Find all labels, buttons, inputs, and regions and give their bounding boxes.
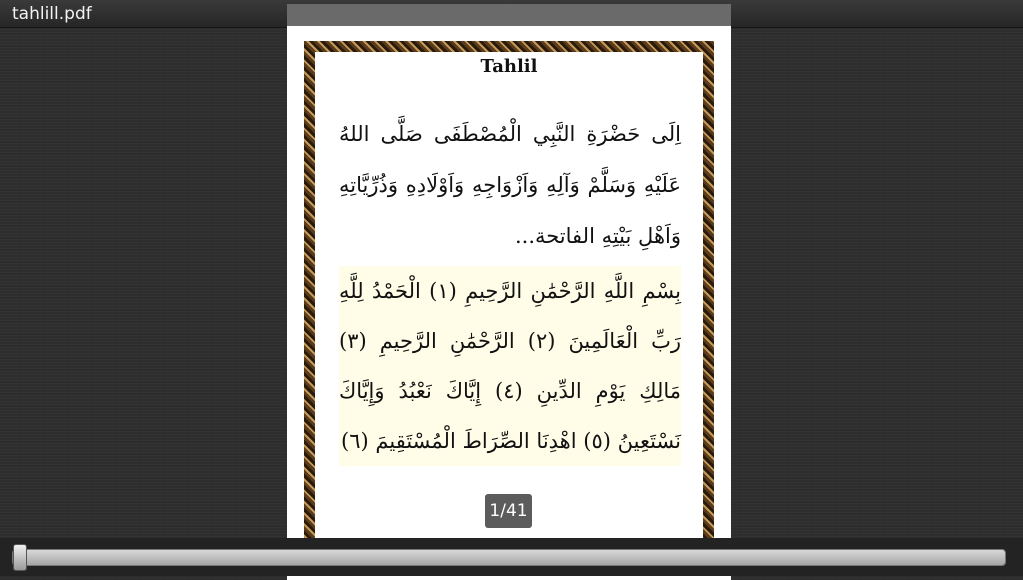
document-viewer[interactable] [287,4,731,576]
file-title: tahlill.pdf [12,4,92,24]
page-title: Tahlil [480,56,538,77]
page-scroll-thumb[interactable] [13,544,27,571]
intro-paragraph: اِلَى حَضْرَةِ النَّبِي الْمُصْطَفَى صَلَّى اللهُ عَلَيْهِ وَسَلَّمْ وَآلِهِ وَاَزْوَاجِهِ وَاَوْلَادِهِ وَذُرِّيَّاتِهِ وَاَهْلِ بَيْتِهِ الفاتحة... [339,122,681,248]
page-scroll-track[interactable] [12,549,1006,566]
page-indicator: 1/41 [485,494,532,528]
fatiha-paragraph: بِسْمِ اللَّهِ الرَّحْمَٰنِ الرَّحِيمِ (١) الْحَمْدُ لِلَّهِ رَبِّ الْعَالَمِينَ (٢) الرَّحْمَٰنِ الرَّحِيمِ (٣) مَالِكِ يَوْمِ الدِّينِ (٤) إِيَّاكَ نَعْبُدُ وَإِيَّاكَ نَسْتَعِينُ (٥) اهْدِنَا الصِّرَاطَ الْمُسْتَقِيمَ (٦) [339,266,681,466]
